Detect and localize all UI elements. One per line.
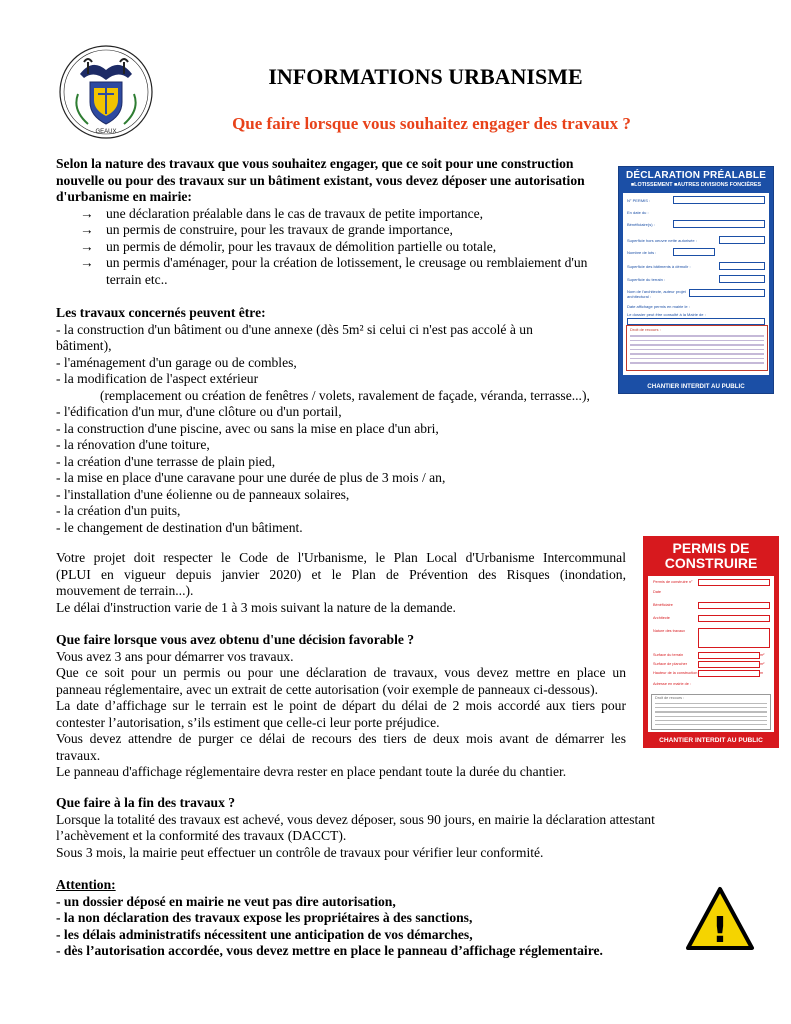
panel-field-label: Nom de l'architecte, auteur projet architectural :: [627, 289, 686, 299]
paragraph-line: Le panneau d'affichage réglementaire devra rester en place pendant toute la durée du chantier.: [56, 764, 567, 779]
list-item: - la création d'une terrasse de plain pied,: [56, 453, 276, 469]
panel-title: DÉCLARATION PRÉALABLE: [625, 170, 767, 181]
panel-unit: m²: [760, 653, 765, 657]
section-heading: Que faire à la fin des travaux ?: [56, 795, 236, 810]
warning-glyph: !: [711, 910, 729, 951]
panel-field-box: [698, 670, 760, 677]
list-item: - la création d'un puits,: [56, 503, 181, 518]
attention-line: - dès l’autorisation accordée, vous devez mettre en place le panneau d’affichage réglementaire.: [56, 943, 603, 958]
list-item-detail: (remplacement ou création de fenêtres / volets, ravalement de façade, véranda, terrasse...),: [100, 387, 590, 403]
paragraph-line: travaux.: [56, 747, 101, 763]
list-item: → un permis d'aménager, pour la création de lotissement, le creusage ou remblaiement d'un: [80, 255, 588, 270]
panel-field-label: Permis de construire n°: [653, 580, 693, 584]
panel-field-box: [719, 275, 765, 283]
panel-field-box: [673, 248, 715, 256]
travaux-section: [56, 305, 626, 536]
intro-line: Selon la nature des travaux que vous souhaitez engager, que ce soit pour une construction: [56, 156, 574, 171]
panel-field-box: [673, 196, 765, 204]
panel-field-box: [719, 236, 765, 244]
panel-title-line1: PERMIS DE: [672, 540, 750, 556]
section-heading: Que faire lorsque vous avez obtenu d'une décision favorable ?: [56, 632, 415, 647]
paragraph-line: l’achèvement et la conformité des travaux (DACCT).: [56, 828, 347, 843]
panel-field-label: Le dossier peut être consulté à la Mairie de :: [627, 312, 706, 317]
panel-field-label: Adresse en mairie de :: [653, 682, 691, 686]
attention-heading: Attention:: [56, 877, 116, 892]
panel-field-label: Nombre de lots :: [627, 250, 657, 255]
panel-field-label: N° PERMIS :: [627, 198, 651, 203]
list-item: bâtiment),: [56, 338, 112, 353]
panel-field-box: [698, 602, 770, 609]
panel-field-label: Bénéficiaire: [653, 603, 673, 607]
panel-unit: m: [760, 671, 764, 675]
panel-field-label: Architecte: [653, 616, 670, 620]
attention-line: - les délais administratifs nécessitent une anticipation de vos démarches,: [56, 926, 473, 942]
panel-field-box: [698, 652, 760, 659]
intro-line: d'urbanisme en mairie:: [56, 189, 192, 204]
intro-line: nouvelle ou pour des travaux sur un bâtiment existant, vous devez déposer une autorisation: [56, 172, 585, 188]
panel-field-box: [627, 318, 765, 325]
list-item: - l'installation d'une éolienne ou de panneaux solaires,: [56, 486, 350, 502]
arrow-icon: →: [80, 205, 94, 221]
paragraph-line: Votre projet doit respecter le Code de l'Urbanisme, le Plan Local d'Urbanisme Intercommunal: [56, 550, 626, 565]
panel-field-box: [698, 615, 770, 622]
permis-de-construire-panel-image: [643, 536, 779, 748]
panel-unit: m²: [760, 662, 765, 666]
panel-field-box: [673, 220, 765, 228]
paragraph-line: Sous 3 mois, la mairie peut effectuer un contrôle de travaux pour vérifier leur conformité.: [56, 844, 544, 860]
panel-field-label: Superficie hors oeuvre nette autorisée :: [627, 238, 697, 243]
list-item: - la mise en place d'une caravane pour une durée de plus de 3 mois / an,: [56, 470, 446, 485]
paragraph-line: La date d’affichage sur le terrain est le point de départ du délai de 2 mois accordé aux tiers pour: [56, 698, 626, 713]
panel-field-label: Nature des travaux: [653, 629, 686, 633]
section-heading: Les travaux concernés peuvent être:: [56, 305, 266, 320]
panel-notice: [626, 325, 768, 371]
panel-field-label: Bénéficiaire(s) :: [627, 222, 655, 227]
panel-field-label: Surface du terrain: [653, 653, 684, 657]
panel-field-box: [689, 289, 765, 297]
panel-title-line2: CONSTRUIRE: [664, 555, 758, 571]
list-item: - le changement de destination d'un bâtiment.: [56, 519, 303, 535]
paragraph-line: mouvement de terrain...).: [56, 583, 194, 598]
attention-line: - un dossier déposé en mairie ne veut pas dire autorisation,: [56, 893, 396, 909]
arrow-icon: →: [80, 255, 94, 270]
panel-footer: CHANTIER INTERDIT AU PUBLIC: [647, 383, 745, 390]
page-title: INFORMATIONS URBANISME: [268, 64, 583, 89]
panel-notice: [651, 694, 771, 730]
attention-line: - la non déclaration des travaux expose les propriétaires à des sanctions,: [56, 910, 473, 925]
favorable-section: [56, 632, 626, 781]
paragraph-line: Vous avez 3 ans pour démarrer vos travaux.: [56, 648, 294, 664]
panel-notice-title: Droit de recours :: [630, 327, 661, 332]
list-item: - la rénovation d'une toiture,: [56, 437, 210, 452]
panel-field-label: Superficie des bâtiments à démolir :: [627, 264, 691, 269]
paragraph-line: (PLUI en vigueur depuis janvier 2020) et le Plan de Prévention des Risques (inondation,: [56, 566, 626, 582]
panel-body: [623, 193, 769, 375]
paragraph-line: Lorsque la totalité des travaux est achevé, vous devez déposer, sous 90 jours, en mairie la déclaration attestant: [56, 811, 655, 827]
list-item: - la modification de l'aspect extérieur: [56, 371, 259, 386]
panel-field-label: Date affichage permis en mairie le :: [627, 304, 690, 309]
panel-field-label: Surface de plancher: [653, 662, 687, 666]
panel-footer: CHANTIER INTERDIT AU PUBLIC: [659, 737, 763, 744]
list-item-continued: terrain etc..: [106, 271, 168, 287]
list-item: → une déclaration préalable dans le cas de travaux de petite importance,: [80, 205, 484, 221]
authorization-list: [56, 206, 616, 289]
panel-field-box: [698, 579, 770, 586]
paragraph-line: Que ce soit pour un permis ou pour une déclaration de travaux, vous devez mettre en place un: [56, 665, 626, 680]
panel-body: [648, 576, 774, 732]
fin-section: [56, 795, 756, 861]
attention-section: [56, 877, 676, 960]
panel-notice-title: Droit de recours :: [655, 696, 685, 700]
paragraph-line: panneau réglementaire, avec un extrait de cette autorisation (voir exemple de panneaux ci-dessous).: [56, 681, 599, 697]
list-item: - l'aménagement d'un garage ou de combles,: [56, 354, 297, 370]
list-item: - la construction d'une piscine, avec ou sans la mise en place d'un abri,: [56, 420, 439, 436]
intro-section: [56, 156, 616, 288]
crest-motto: GEAUX: [95, 129, 117, 135]
paragraph-line: contester l’autorisation, s’ils estiment que celle-ci leur porte préjudice.: [56, 714, 440, 730]
panel-field-box: [719, 262, 765, 270]
arrow-icon: →: [80, 238, 94, 254]
list-item: → un permis de démolir, pour les travaux de démolition partielle ou totale,: [80, 238, 497, 254]
projet-section: [56, 550, 626, 616]
panel-field-box: [698, 628, 770, 648]
panel-field-label: En date du :: [627, 210, 649, 215]
panel-field-label: Hauteur de la construction: [653, 671, 698, 675]
paragraph-line: Vous devez attendre de purger ce délai de recours des tiers de deux mois avant de démarrer les: [56, 731, 626, 746]
paragraph-line: Le délai d'instruction varie de 1 à 3 mois suivant la nature de la demande.: [56, 599, 456, 615]
panel-options: ■LOTISSEMENT ■AUTRES DIVISIONS FONCIÈRES: [630, 182, 762, 188]
list-item: - l'édification d'un mur, d'une clôture ou d'un portail,: [56, 404, 342, 419]
declaration-prealable-panel-image: [618, 166, 774, 394]
list-item: - la construction d'un bâtiment ou d'une annexe (dès 5m² si celui ci n'est pas accolé à un: [56, 321, 533, 337]
panel-field-box: [698, 661, 760, 668]
arrow-icon: →: [80, 222, 94, 237]
page-subtitle: Que faire lorsque vous souhaitez engager des travaux ?: [232, 114, 631, 133]
list-item: → un permis de construire, pour les travaux de grande importance,: [80, 222, 453, 237]
panel-field-label: Superficie du terrain :: [627, 277, 666, 282]
warning-triangle-icon: [685, 886, 755, 952]
panel-field-label: Date: [653, 590, 662, 594]
